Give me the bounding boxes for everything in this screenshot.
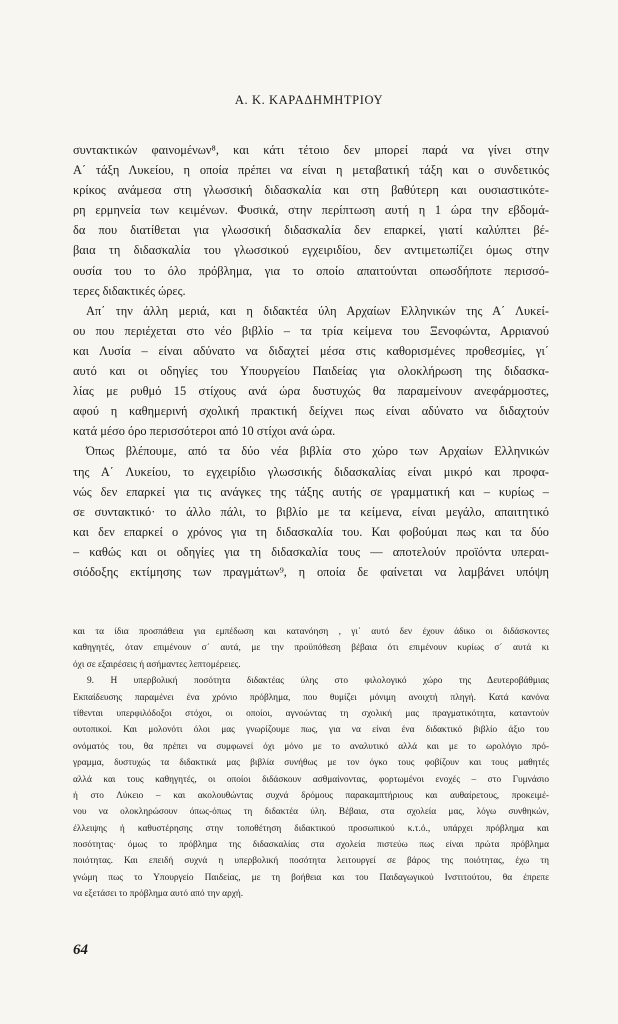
text-line: ουσία του το όλο πρόβλημα, για το οποίο απαιτούνται οπωσδήποτε περισσό- xyxy=(73,263,549,278)
footnote-line: Εκπαίδευσης παραμένει ένα χρόνιο πρόβλημα, που θυμίζει μόνιμη ανοιχτή πληγή. Κατά κανόνα xyxy=(73,692,549,703)
footnotes xyxy=(73,624,549,903)
footnote-line: νου να ολοκληρώσουν όπως-όπως τη διδακτέα ύλη. Βέβαια, στα σχολεία μας, λόγω συνθηκών, xyxy=(73,807,549,818)
page-number: 64 xyxy=(73,942,88,958)
text-line: της Α΄ Λυκείου, το εγχειρίδιο γλωσσικής διδασκαλίας είναι μικρό και προφα- xyxy=(73,464,549,479)
footnote-line: ουτοπικοί. Και μολονότι όλοι μας γνωρίζουμε πως, για να είναι ένα διδακτικό βιβλίο άξιο του xyxy=(73,725,549,736)
main-text xyxy=(73,140,549,582)
text-line: – καθώς και οι οδηγίες για τη διδασκαλία τους — αποτελούν προϊόντα υπεραι- xyxy=(73,544,549,559)
footnote-line: 9. Η υπερβολική ποσότητα διδακτέας ύλης στο φιλολογικό χώρο της Δευτεροβάθμιας xyxy=(87,676,549,687)
text-line: αυτό και οι οδηγίες του Υπουργείου Παιδείας για ολοκλήρωση της διδασκα- xyxy=(73,364,549,379)
running-header: Α. Κ. ΚΑΡΑΔΗΜΗΤΡΙΟΥ xyxy=(234,93,384,107)
text-line: βαια τη διδασκαλία του γλωσσικού εγχειριδίου, δεν αντιμετωπίζει όμως στην xyxy=(73,243,549,258)
text-line: κατά μέσο όρο περισσότεροι από 10 στίχοι ανά ώρα. xyxy=(73,424,336,439)
text-line: λίας με ρυθμό 15 στίχους ανά ώρα δυστυχώς θα παραμείνουν ανεφάρμοστες, xyxy=(73,384,549,399)
text-line: ου που περιέχεται στο νέο βιβλίο – τα τρία κείμενα του Ξενοφώντα, Αρριανού xyxy=(73,323,549,338)
text-line: Απ΄ την άλλη μεριά, και η διδακτέα ύλη Αρχαίων Ελληνικών της Α΄ Λυκεί- xyxy=(86,303,549,318)
text-line: Όπως βλέπουμε, από τα δύο νέα βιβλία στο χώρο των Αρχαίων Ελληνικών xyxy=(86,444,549,459)
footnote-line: ή στο Λύκειο – και ακολουθώντας συχνά δρόμους παρακαμπτήριους και αυθαίρετους, προκειμέ- xyxy=(73,790,549,801)
footnote-line: ποιότητας. Και επειδή συχνά η υπερβολική ποσότητα λειτουργεί σε βάρος της ποιότητας, έχω τη xyxy=(73,856,549,867)
text-line: και Λυσία – είναι αδύνατο να διδαχτεί μέσα στις καθορισμένες προθεσμίες, γι΄ xyxy=(73,343,549,358)
footnote-line: όχι σε εξαιρέσεις ή ασήμαντες λεπτομέρειες. xyxy=(73,659,241,670)
text-line: τερες διδακτικές ώρες. xyxy=(73,283,186,298)
text-line: κρίκος ανάμεσα στη γλωσσική διδασκαλία και στη βαθύτερη και ουσιαστικότε- xyxy=(73,183,549,198)
footnote-line: να εξετάσει το πρόβλημα αυτό από την αρχή. xyxy=(73,889,244,900)
text-line: αφού η καθημερινή σχολική πρακτική δείχνει πως είναι αδύνατο να διδαχτούν xyxy=(73,404,549,419)
text-line: σε συντακτικό· το άλλο πάλι, το βιβλίο με τα κείμενα, είναι μεγάλο, απαιτητικό xyxy=(73,504,549,519)
text-line: συντακτικών φαινομένων⁸, και κάτι τέτοιο δεν μπορεί παρά να γίνει στην xyxy=(73,143,549,157)
text-line: ρη ερμηνεία των κειμένων. Φυσικά, στην περίπτωση αυτή η 1 ώρα την εβδομά- xyxy=(73,203,549,218)
footnote-line: ονόματός του, θα πρέπει να συμφωνεί όχι μόνο με το αναλυτικό αλλά και με το ωρολόγιο πρό- xyxy=(73,741,549,752)
text-line: και δεν επαρκεί ο χρόνος για τη διδασκαλία του. Και φοβούμαι πως και τα δύο xyxy=(73,524,549,539)
footnote-line: έλλειψης ή καθυστέρησης στην τοποθέτηση διδακτικού προσωπικού κ.τ.ό., υπάρχει πρόβλημα και xyxy=(73,823,549,834)
footnote-line: τίθενται υπερφιλόδοξοι στόχοι, οι οποίοι, αγνοώντας τη σχολική μας πραγματικότητα, καταντούν xyxy=(73,708,549,719)
text-line: Α΄ τάξη Λυκείου, η οποία πρέπει να είναι η μεταβατική τάξη και ο συνδετικός xyxy=(73,163,549,178)
footnote-line: αλλά και τους καθηγητές, οι οποίοι διδάσκουν ασθμαίνοντας, φορτωμένοι ενοχές – στο Γυμνάσιο xyxy=(73,774,549,785)
footnote-line: και τα ίδια προσπάθεια για εμπέδωση και κατανόηση , γι΄ αυτό δεν έχουν άδικο οι διδάσκοντες xyxy=(73,627,549,637)
footnote-line: καθηγητές, όταν επιμένουν σ΄ αυτά, με την προϋπόθεση βέβαια ότι επιμένουν κυρίως σ΄ αυτά κι xyxy=(73,643,549,654)
text-line: σιόδοξης εκτίμησης των πραγμάτων⁹, η οποία δε φαίνεται να λαμβάνει υπόψη xyxy=(73,564,549,579)
text-line: νώς δεν επαρκεί για τις ανάγκες της τάξης αυτής σε γραμματική και – κυρίως – xyxy=(73,484,549,499)
footnote-line: γραμμα, δυστυχώς τα διδακτικά μας βιβλία συνήθως με τον όγκο τους φοβίζουν και τους μαθητές xyxy=(73,758,549,769)
text-line: δα που διατίθεται για γλωσσική διδασκαλία δεν επαρκεί, γιατί καλύπτει βέ- xyxy=(73,223,549,238)
footnote-line: γνώμη πως το Υπουργείο Παιδείας, με τη βοήθεια και του Παιδαγωγικού Ινστιτούτου, θα έπρεπε xyxy=(73,872,549,883)
footnote-line: ποσότητας· όμως το πρόβλημα της διδασκαλίας στα σχολεία πιστεύω πως είναι πρώτα πρόβλημα xyxy=(73,840,549,851)
